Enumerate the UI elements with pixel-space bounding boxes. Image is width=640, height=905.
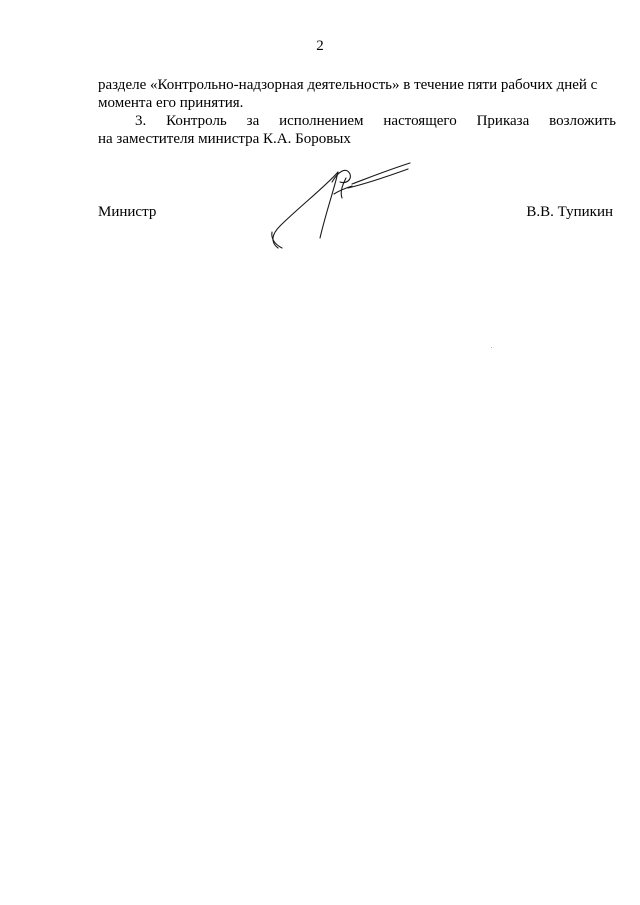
paragraph-continuation-line-1: разделе «Контрольно-надзорная деятельность» в течение пяти рабочих дней с <box>98 77 598 93</box>
page-number: 2 <box>316 38 324 54</box>
handwritten-signature-icon <box>268 160 418 250</box>
paragraph-3-word: настоящего <box>383 113 457 129</box>
paragraph-continuation <box>98 76 616 112</box>
paragraph-3-word: исполнением <box>279 113 364 129</box>
paragraph-3-word: за <box>246 113 260 129</box>
paragraph-3-word: Приказа <box>476 113 530 129</box>
paragraph-continuation-line-2: момента его принятия. <box>98 95 244 111</box>
paragraph-3 <box>98 112 616 148</box>
paragraph-3-line-2: на заместителя министра К.А. Боровых <box>98 131 351 147</box>
scan-speck <box>491 347 492 348</box>
paragraph-3-word: возложить <box>549 113 616 129</box>
paragraph-3-word: Контроль <box>166 113 227 129</box>
paragraph-3-word: 3. <box>135 113 147 129</box>
signatory-position: Министр <box>98 204 157 220</box>
paragraph-3-line-1 <box>98 112 616 130</box>
signatory-name: В.В. Тупикин <box>526 204 613 220</box>
